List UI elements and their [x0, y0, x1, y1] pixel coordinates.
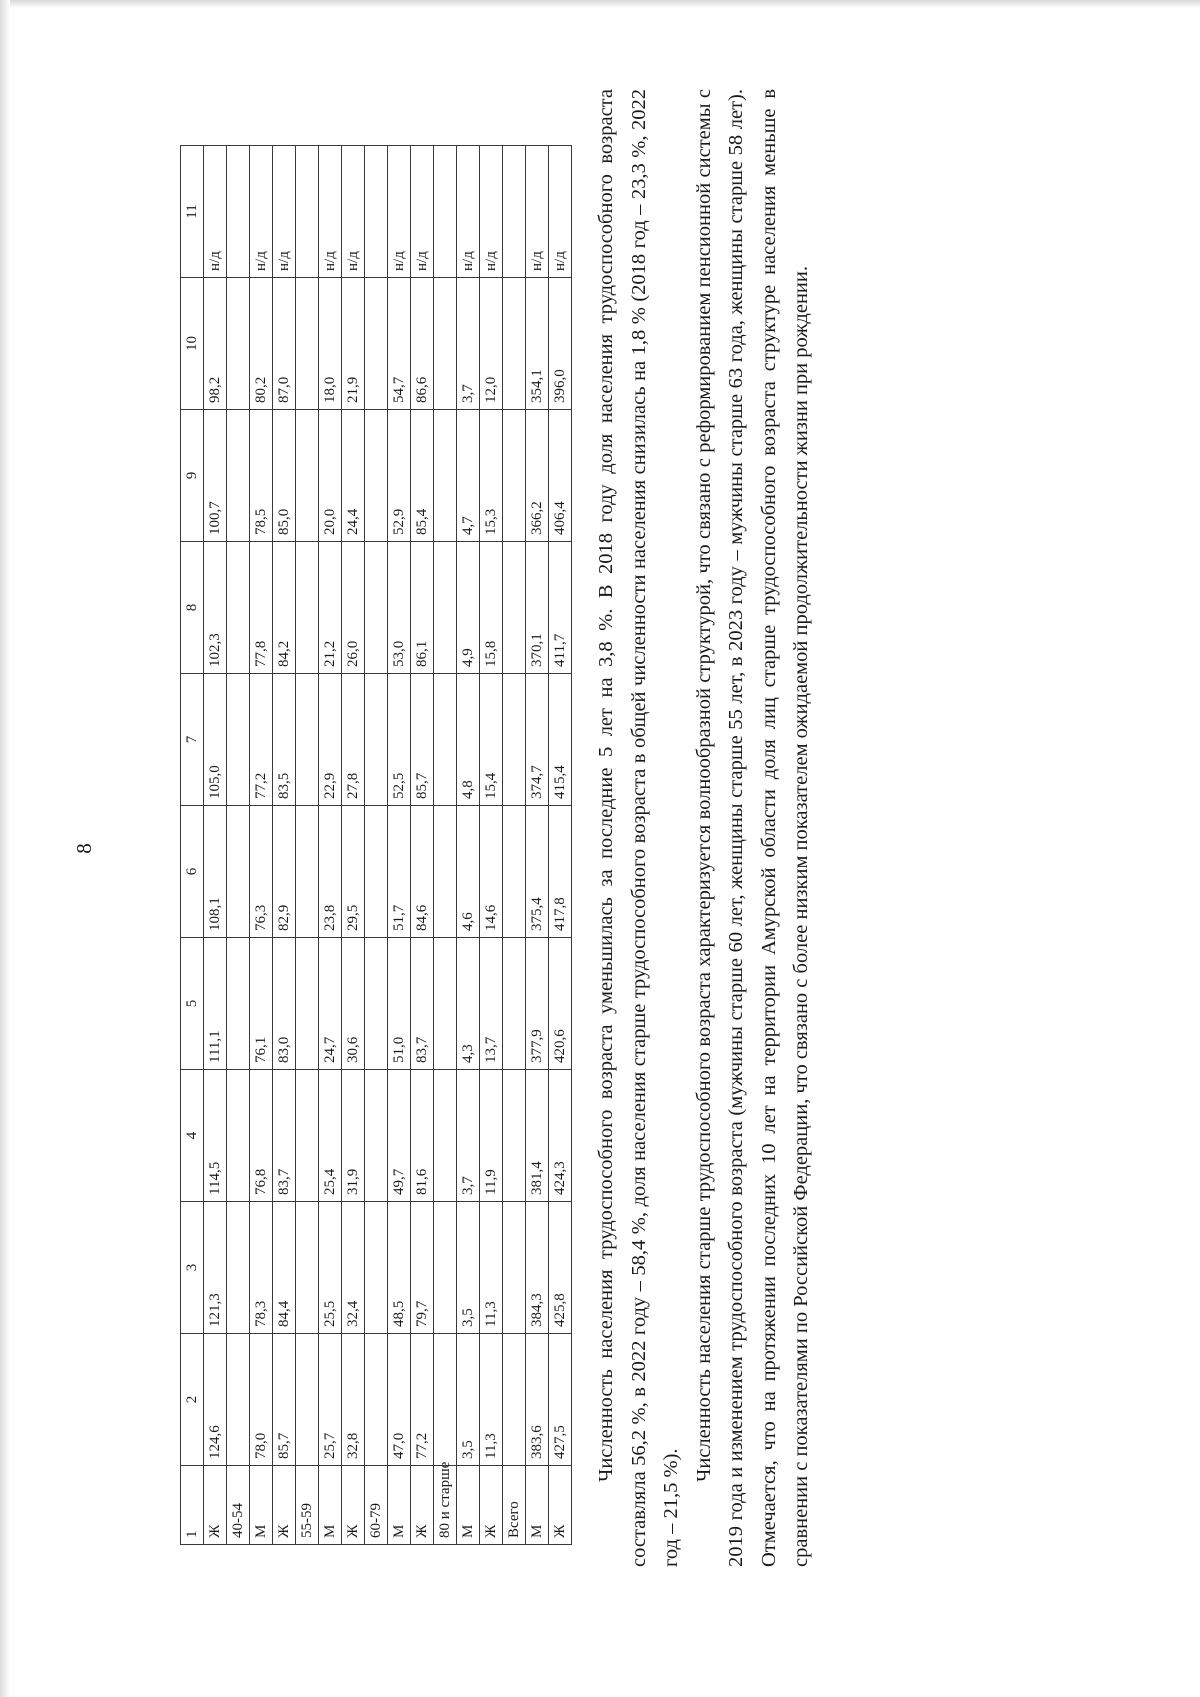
sex-label: Ж [273, 1466, 296, 1545]
table-cell: 11,3 [480, 1334, 503, 1466]
table-cell [296, 1202, 319, 1334]
table-cell: 24,7 [319, 938, 342, 1070]
table-cell: 7 [181, 674, 204, 806]
table-cell: 87,0 [273, 278, 296, 410]
table-cell: 3,5 [457, 1334, 480, 1466]
table-cell: 11 [181, 146, 204, 278]
table-cell: 21,2 [319, 542, 342, 674]
table-cell: 8 [181, 542, 204, 674]
table-cell: 384,3 [526, 1202, 549, 1334]
table-group-row [296, 146, 319, 1545]
table-cell [503, 938, 526, 1070]
table-cell: 86,6 [411, 278, 434, 410]
table-cell: 3,7 [457, 1070, 480, 1202]
table-cell [434, 410, 457, 542]
table-cell: 381,4 [526, 1070, 549, 1202]
sex-label: Ж [549, 1466, 572, 1545]
table-cell: 27,8 [342, 674, 365, 806]
table-cell: 6 [181, 806, 204, 938]
page-number: 8 [72, 843, 96, 854]
table-cell: 383,6 [526, 1334, 549, 1466]
table-cell [434, 542, 457, 674]
table-cell: 31,9 [342, 1070, 365, 1202]
table-cell: 83,7 [411, 938, 434, 1070]
table-row [457, 146, 480, 1545]
table-cell: 79,7 [411, 1202, 434, 1334]
table-cell: 114,5 [204, 1070, 227, 1202]
table-cell: 77,2 [250, 674, 273, 806]
table-cell: 84,6 [411, 806, 434, 938]
table-cell: н/д [549, 146, 572, 278]
table-cell: 15,8 [480, 542, 503, 674]
table-cell: 53,0 [388, 542, 411, 674]
table-row [250, 146, 273, 1545]
table-cell [365, 1202, 388, 1334]
table-cell [365, 1070, 388, 1202]
table-cell: 49,7 [388, 1070, 411, 1202]
table-cell: 12,0 [480, 278, 503, 410]
table-cell: 13,7 [480, 938, 503, 1070]
table-cell: 9 [181, 410, 204, 542]
table-cell: 32,4 [342, 1202, 365, 1334]
table-cell: 4,7 [457, 410, 480, 542]
table-cell [227, 1070, 250, 1202]
table-cell: н/д [480, 146, 503, 278]
table-cell: 420,6 [549, 938, 572, 1070]
table-cell [434, 806, 457, 938]
table-cell: 124,6 [204, 1334, 227, 1466]
table-cell: 78,0 [250, 1334, 273, 1466]
table-cell: 77,8 [250, 542, 273, 674]
table-cell: 374,7 [526, 674, 549, 806]
table-cell [503, 278, 526, 410]
table-cell [503, 1202, 526, 1334]
table-row [526, 146, 549, 1545]
table-cell: 1 [181, 1466, 204, 1545]
table-cell: 54,7 [388, 278, 411, 410]
table-cell [296, 938, 319, 1070]
table-cell: 375,4 [526, 806, 549, 938]
table-group-row [434, 146, 457, 1545]
table-cell: 30,6 [342, 938, 365, 1070]
table-cell: 51,0 [388, 938, 411, 1070]
sex-label: М [319, 1466, 342, 1545]
age-group-title: Всего [503, 1466, 526, 1545]
table-cell: н/д [273, 146, 296, 278]
table-cell [227, 674, 250, 806]
table-cell: 417,8 [549, 806, 572, 938]
table-cell: 47,0 [388, 1334, 411, 1466]
table-cell: 85,7 [411, 674, 434, 806]
table-cell [365, 146, 388, 278]
table-cell: 77,2 [411, 1334, 434, 1466]
table-cell: 85,7 [273, 1334, 296, 1466]
table-cell [227, 938, 250, 1070]
table-cell [365, 278, 388, 410]
table-cell [365, 1334, 388, 1466]
table-cell: н/д [526, 146, 549, 278]
table-cell [296, 278, 319, 410]
table-cell: 21,9 [342, 278, 365, 410]
table-cell: 84,2 [273, 542, 296, 674]
table-cell: 4 [181, 1070, 204, 1202]
table-cell [365, 410, 388, 542]
table-cell: 76,3 [250, 806, 273, 938]
table-cell: 427,5 [549, 1334, 572, 1466]
table-cell [503, 674, 526, 806]
table-cell: 83,7 [273, 1070, 296, 1202]
table-cell [296, 146, 319, 278]
table-cell [296, 1334, 319, 1466]
table-cell: 24,4 [342, 410, 365, 542]
table-cell: 4,6 [457, 806, 480, 938]
table-cell: 105,0 [204, 674, 227, 806]
table-group-row [365, 146, 388, 1545]
table-cell: 370,1 [526, 542, 549, 674]
table-cell: 26,0 [342, 542, 365, 674]
table-cell: 51,7 [388, 806, 411, 938]
age-group-title: 80 и старше [434, 1466, 457, 1545]
table-cell: 25,5 [319, 1202, 342, 1334]
table-cell: 76,1 [250, 938, 273, 1070]
table-cell [434, 1070, 457, 1202]
table-cell [503, 542, 526, 674]
table-cell: 3 [181, 1202, 204, 1334]
table-cell [434, 938, 457, 1070]
table-cell: н/д [319, 146, 342, 278]
table-cell: 76,8 [250, 1070, 273, 1202]
table-cell: 15,3 [480, 410, 503, 542]
table-row [273, 146, 296, 1545]
table-cell: н/д [411, 146, 434, 278]
table-cell: 84,4 [273, 1202, 296, 1334]
table-cell [434, 1334, 457, 1466]
table-cell: 85,4 [411, 410, 434, 542]
age-group-title: 40-54 [227, 1466, 250, 1545]
table-group-row [227, 146, 250, 1545]
table-cell [227, 542, 250, 674]
table-row [319, 146, 342, 1545]
table-cell [227, 278, 250, 410]
age-group-title: 60-79 [365, 1466, 388, 1545]
sex-label: М [526, 1466, 549, 1545]
sex-label: М [250, 1466, 273, 1545]
sex-label: Ж [204, 1466, 227, 1545]
table-cell [365, 938, 388, 1070]
table-cell [503, 146, 526, 278]
table-cell: 98,2 [204, 278, 227, 410]
table-cell: 100,7 [204, 410, 227, 542]
table-cell: 52,5 [388, 674, 411, 806]
table-cell [296, 542, 319, 674]
table-cell: 18,0 [319, 278, 342, 410]
table-cell: 78,5 [250, 410, 273, 542]
table-cell [227, 1202, 250, 1334]
table-cell: 20,0 [319, 410, 342, 542]
table-cell: 102,3 [204, 542, 227, 674]
table-cell [503, 1334, 526, 1466]
table-cell [434, 674, 457, 806]
table-cell: 425,8 [549, 1202, 572, 1334]
table-cell: 52,9 [388, 410, 411, 542]
table-cell: 108,1 [204, 806, 227, 938]
table-cell: 415,4 [549, 674, 572, 806]
table-cell: 48,5 [388, 1202, 411, 1334]
table-cell: 411,7 [549, 542, 572, 674]
table-cell [296, 674, 319, 806]
table-cell: 23,8 [319, 806, 342, 938]
table-cell: 111,1 [204, 938, 227, 1070]
body-text [590, 89, 818, 1567]
table-cell: 14,6 [480, 806, 503, 938]
table-cell: 121,3 [204, 1202, 227, 1334]
table-cell: 354,1 [526, 278, 549, 410]
table-cell: н/д [342, 146, 365, 278]
table-cell: 22,9 [319, 674, 342, 806]
table-cell: 83,0 [273, 938, 296, 1070]
table-cell: 3,5 [457, 1202, 480, 1334]
table-cell: н/д [388, 146, 411, 278]
table-cell [227, 146, 250, 278]
table-cell [227, 1334, 250, 1466]
table-cell: 4,3 [457, 938, 480, 1070]
table-cell: 5 [181, 938, 204, 1070]
table-cell: 82,9 [273, 806, 296, 938]
table-header-row [181, 146, 204, 1545]
table-cell [296, 1070, 319, 1202]
table-cell [296, 806, 319, 938]
table-cell: 29,5 [342, 806, 365, 938]
table-row [480, 146, 503, 1545]
table-cell: 10 [181, 278, 204, 410]
table-cell [503, 410, 526, 542]
paragraph: Численность населения трудоспособного возраста уменьшилась за последние 5 лет на 3,8 %. В 2018 году доля населения трудоспособного возраста составляла 56,2 %, в 2022 году – 58,4 %, доля населения старше трудоспособного возраста в общей численности населения снизилась на 1,8 % (2018 год – 23,3 %, 2022 год – 21,5 %). [595, 89, 682, 1567]
table-cell: 406,4 [549, 410, 572, 542]
table-cell: 80,2 [250, 278, 273, 410]
population-table [180, 145, 572, 1545]
table-cell [227, 410, 250, 542]
table-cell: 3,7 [457, 278, 480, 410]
table-cell: 424,3 [549, 1070, 572, 1202]
table-cell [365, 806, 388, 938]
table-row [204, 146, 227, 1545]
table-cell [503, 806, 526, 938]
table-cell: н/д [457, 146, 480, 278]
table-cell: 2 [181, 1334, 204, 1466]
table-cell: 81,6 [411, 1070, 434, 1202]
sex-label: М [457, 1466, 480, 1545]
table-cell: 377,9 [526, 938, 549, 1070]
age-group-title: 55-59 [296, 1466, 319, 1545]
sex-label: М [388, 1466, 411, 1545]
table-cell: 396,0 [549, 278, 572, 410]
table-cell: 78,3 [250, 1202, 273, 1334]
table-row [388, 146, 411, 1545]
table-cell [503, 1070, 526, 1202]
table-cell: 25,4 [319, 1070, 342, 1202]
table-cell: 86,1 [411, 542, 434, 674]
table-cell [434, 1202, 457, 1334]
sex-label: Ж [480, 1466, 503, 1545]
table-cell: 25,7 [319, 1334, 342, 1466]
table-cell [365, 542, 388, 674]
table-cell: 11,9 [480, 1070, 503, 1202]
table-cell: 4,9 [457, 542, 480, 674]
table-cell: 15,4 [480, 674, 503, 806]
table-cell: н/д [204, 146, 227, 278]
table-row [411, 146, 434, 1545]
table-cell [434, 146, 457, 278]
table-cell [365, 674, 388, 806]
table-cell: 85,0 [273, 410, 296, 542]
table-cell: 32,8 [342, 1334, 365, 1466]
paragraph: Численность населения старше трудоспособного возраста характеризуется волнообразной структурой, что связано с реформированием пенсионной системы с 2019 года и изменением трудоспособного возраста (мужчины старше 60 лет, женщины старше 55 лет, в 2023 году – мужчины старше 63 года, женщины старше 58 лет). Отмечается, что на протяжении последних 10 лет на территории Амурской области доля лиц старше трудоспособного возраста структуре населения меньше в сравнении с показателями по Российской Федерации, что связано с более низким показателем ожидаемой продолжительности жизни при рождении. [692, 89, 812, 1567]
table-cell: 11,3 [480, 1202, 503, 1334]
table-cell [296, 410, 319, 542]
table-cell: 366,2 [526, 410, 549, 542]
table-group-row [503, 146, 526, 1545]
table-cell [434, 278, 457, 410]
table-row [549, 146, 572, 1545]
table-row [342, 146, 365, 1545]
sex-label: Ж [411, 1466, 434, 1545]
table-cell: 83,5 [273, 674, 296, 806]
sex-label: Ж [342, 1466, 365, 1545]
table-cell: 4,8 [457, 674, 480, 806]
table-cell: н/д [250, 146, 273, 278]
table-cell [227, 806, 250, 938]
